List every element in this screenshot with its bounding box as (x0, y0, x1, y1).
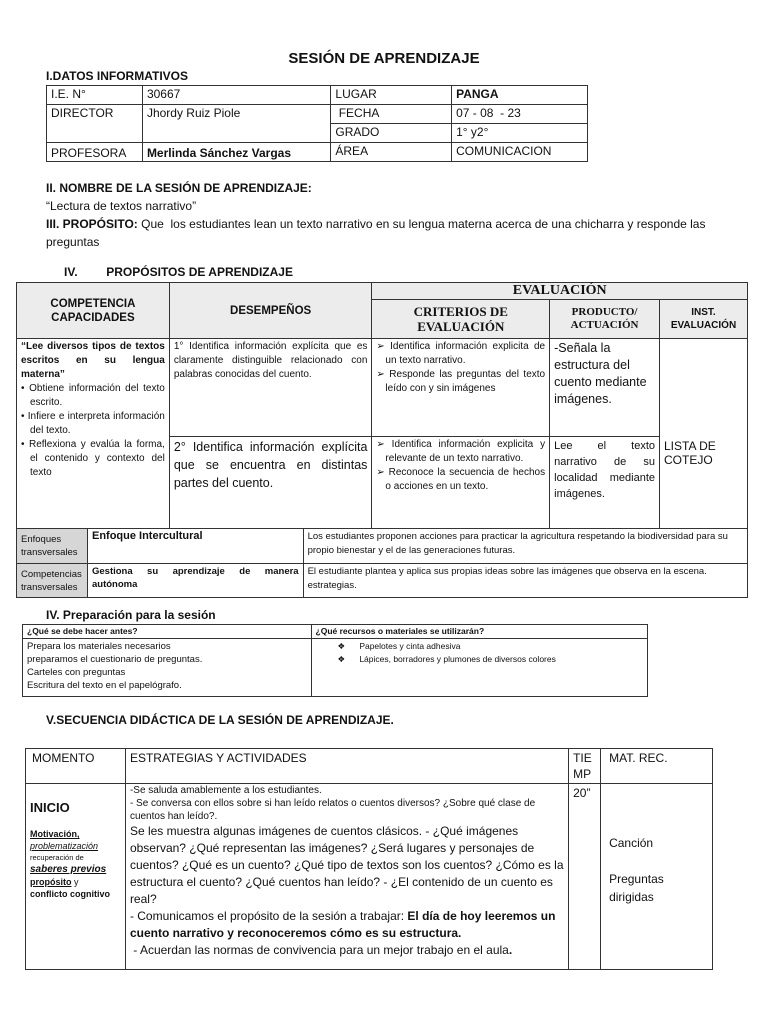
director-value: Jhordy Ruiz Piole (142, 105, 330, 143)
act-4: - Comunicamos el propósito de la sesión a trabajar: El día de hoy leeremos un cuento narrativo y reconoceremos cómo es su estructura. (129, 909, 556, 940)
col-estrategias: ESTRATEGIAS Y ACTIVIDADES (125, 749, 568, 784)
lugar-value: PANGA (452, 86, 588, 105)
propositos-heading-row (64, 265, 293, 279)
secuencia-table (25, 748, 713, 970)
antes-item: Prepara los materiales necesarios (27, 641, 171, 652)
col-recursos: ¿Qué recursos o materiales se utilizarán? (311, 625, 647, 639)
inicio-label: INICIO (30, 800, 70, 815)
recurso-item: ❖ Lápices, borradores y plumones de diversos colores (337, 654, 556, 664)
enfoque-text: Los estudiantes proponen acciones para practicar la agricultura respetando la biodiversidad para su propio bienestar y el de las generaciones futuras. (303, 529, 747, 564)
criterio-1-2: ➢ Responde las preguntas del texto leído con y sin imágenes (376, 369, 546, 394)
act-1: -Se saluda amablemente a los estudiantes. (129, 785, 322, 796)
conflicto-text: conflicto cognitivo (30, 889, 110, 899)
competencia-trans-text: El estudiante plantea y aplica sus propias ideas sobre las imágenes que observa en la escena. estrategias. (303, 564, 747, 598)
criterios-1 (372, 339, 550, 437)
grado-value: 1° y2° (452, 124, 588, 143)
ie-label: I.E. N° (47, 86, 143, 105)
criterios-2 (372, 437, 550, 529)
col-inst: INST. EVALUACIÓN (660, 300, 748, 339)
director-label: DIRECTOR (47, 105, 143, 143)
preparacion-heading: IV. Preparación para la sesión (46, 608, 216, 622)
desempeno-2: 2° Identifica información explícita que se encuentra en distintas partes del cuento. (169, 437, 372, 529)
col-mat: MAT. REC. (601, 749, 713, 784)
profesora-value: Merlinda Sánchez Vargas (142, 143, 330, 162)
profesora-label: PROFESORA (47, 143, 143, 162)
criterio-1-1: ➢ Identifica información explicita de un texto narrativo. (376, 341, 546, 366)
antes-list (23, 639, 312, 697)
problematizacion-text: problematización (30, 841, 99, 851)
competencia-cell (17, 339, 170, 529)
desempeno-1: 1° Identifica información explícita que es claramente distinguible relacionado con palabras conocidas del cuento. (169, 339, 372, 437)
col-momento: MOMENTO (26, 749, 126, 784)
competencias-label: Competencias transversales (17, 564, 88, 598)
competencia-trans-name: Gestiona su aprendizaje de manera autónoma (87, 564, 303, 598)
competencia-title: “Lee diversos tipos de textos escritos en su lengua materna” (21, 341, 165, 380)
momento-inicio (26, 784, 126, 970)
col-producto: PRODUCTO/ ACTUACIÓN (550, 300, 660, 339)
propositos-table (16, 282, 748, 598)
act-3: Se les muestra algunas imágenes de cuentos clásicos. - ¿Qué imágenes observan? ¿Qué representan las imágenes? ¿Será lugares y personajes de cuentos? ¿Qué es un cuento? ¿Qué tipo de textos son los cuentos? ¿Cómo es la estructura el cuento? ¿Qué cuentos han leído? - ¿El contenido de un cuento es real? (129, 824, 564, 906)
producto-2: Lee el texto narrativo de su localidad mediante imágenes. (550, 437, 660, 529)
antes-item: Carteles con preguntas (27, 667, 126, 678)
col-desempenos: DESEMPEÑOS (169, 283, 372, 339)
datos-heading: I.DATOS INFORMATIVOS (46, 69, 189, 83)
lugar-label: LUGAR (331, 86, 452, 105)
motivacion-text: Motivación, (30, 829, 80, 839)
col-antes: ¿Qué se debe hacer antes? (23, 625, 312, 639)
col-tiempo: TIE MP (569, 749, 601, 784)
secuencia-heading: V.SECUENCIA DIDÁCTICA DE LA SESIÓN DE APRENDIZAJE. (46, 713, 394, 727)
proposito-label: III. PROPÓSITO: (46, 217, 138, 231)
saberes-text: saberes previos (30, 864, 107, 875)
col-competencia: COMPETENCIA CAPACIDADES (17, 283, 170, 339)
grado-label: GRADO (331, 124, 452, 143)
enfoques-label: Enfoques transversales (17, 529, 88, 564)
proposito-text: Que los estudiantes lean un texto narrativo en su lengua materna acerca de una chicharra y responde las preguntas (46, 217, 709, 249)
page-title: SESIÓN DE APRENDIZAJE (288, 50, 480, 67)
instrumento: LISTA DE COTEJO (660, 339, 748, 529)
nombre-value: “Lectura de textos narrativo” (46, 199, 197, 213)
recurso-item: ❖ Papelotes y cinta adhesiva (337, 641, 461, 651)
area-value: COMUNICACION (452, 143, 588, 162)
mat-2: Preguntas dirigidas (609, 872, 664, 904)
col-evaluacion: EVALUACIÓN (372, 283, 748, 300)
act-2: - Se conversa con ellos sobre si han leído relatos o cuentos diversos? ¿Sobre qué clase de cuentos han leído?. (129, 798, 536, 822)
area-label: ÁREA (331, 143, 452, 162)
estrategias-inicio (125, 784, 568, 970)
propositos-heading: PROPÓSITOS DE APRENDIZAJE (106, 265, 293, 279)
mat-1: Canción (609, 836, 654, 850)
recuperacion-text: recuperación de (30, 853, 84, 862)
nombre-heading: II. NOMBRE DE LA SESIÓN DE APRENDIZAJE: (46, 181, 312, 195)
antes-item: preparamos el cuestionario de preguntas. (27, 654, 203, 665)
producto-1: -Señala la estructura del cuento mediante imágenes. (550, 339, 660, 437)
col-criterios: CRITERIOS DE EVALUACIÓN (372, 300, 550, 339)
tiempo-inicio: 20” (569, 784, 601, 970)
fecha-value: 07 - 08 - 23 (452, 105, 588, 124)
datos-table (46, 85, 588, 162)
act-5: - Acuerdan las normas de convivencia para un mejor trabajo en el aula. (129, 943, 513, 957)
ie-value: 30667 (142, 86, 330, 105)
capacidad-2: • Infiere e interpreta información del texto. (21, 411, 165, 436)
propositos-num: IV. (64, 265, 78, 279)
enfoque-name: Enfoque Intercultural (87, 529, 303, 564)
nombre-section (46, 179, 726, 251)
antes-item: Escritura del texto en el papelógrafo. (27, 680, 182, 691)
proposito-word: propósito (30, 877, 72, 887)
recursos-list (311, 639, 647, 697)
preparacion-table (22, 624, 648, 697)
criterio-2-2: ➢ Reconoce la secuencia de hechos o acciones en un texto. (376, 467, 546, 492)
mat-inicio (601, 784, 713, 970)
capacidad-1: • Obtiene información del texto escrito. (21, 383, 165, 408)
capacidad-3: • Reflexiona y evalúa la forma, el contenido y contexto del texto (21, 439, 165, 478)
fecha-label: FECHA (331, 105, 452, 124)
y-text: y (71, 877, 79, 887)
criterio-2-1: ➢ Identifica información explicita y relevante de un texto narrativo. (376, 439, 546, 464)
diamond-bullet-icon: ❖ (337, 641, 346, 651)
diamond-bullet-icon: ❖ (337, 654, 346, 664)
